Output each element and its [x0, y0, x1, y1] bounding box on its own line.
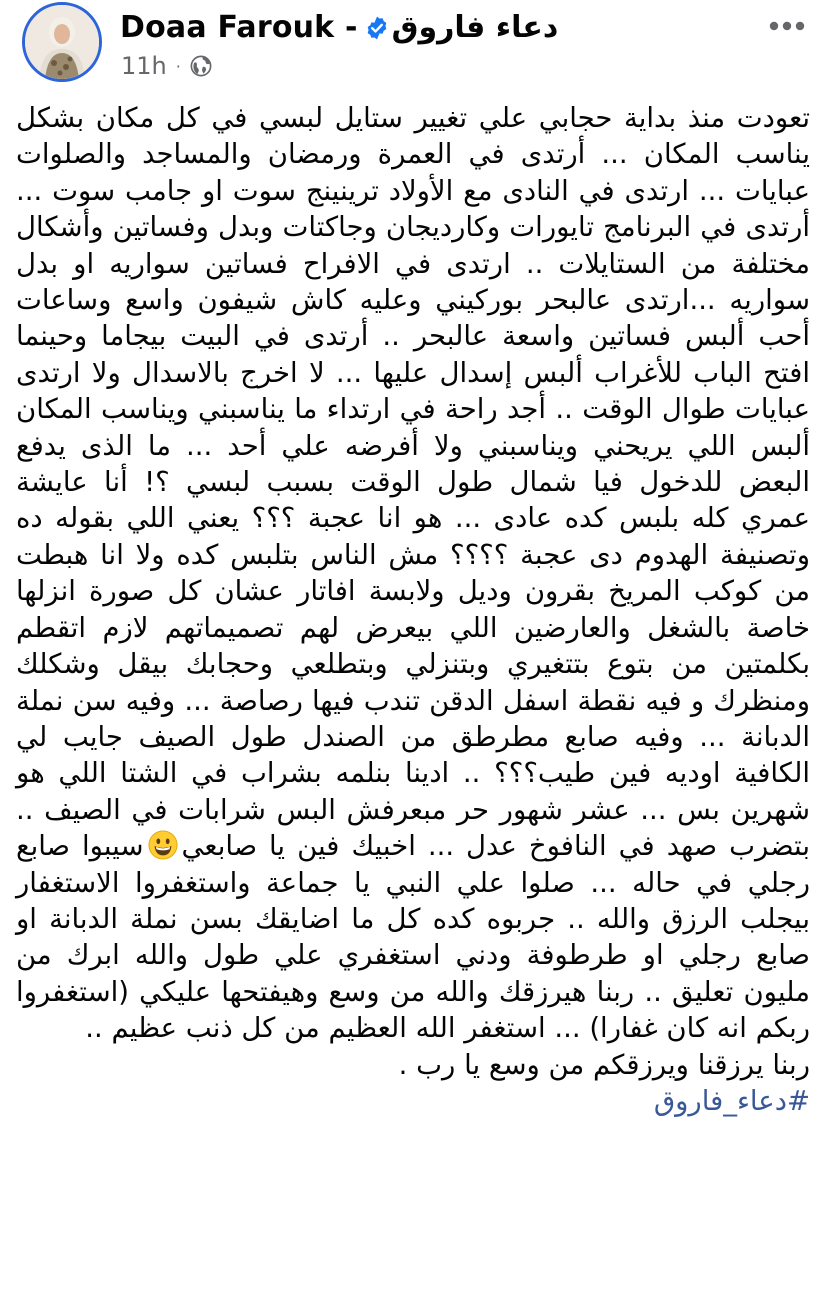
post-meta — [121, 52, 212, 80]
more-options-icon — [769, 21, 805, 31]
author-row — [120, 10, 558, 45]
grinning-face-emoji — [148, 830, 178, 860]
verified-badge-icon — [364, 15, 390, 41]
author-name[interactable]: Doaa Farouk - — [120, 10, 358, 45]
post-text-part2: سيبوا صابع رجلي في حاله ... صلوا علي النبي يا جماعة واستغفروا الاستغفار بيجلب الرزق والله .. جربوه كده كل ما اضايقك بسن نملة الدبانة او صابع رجلي او طرطوفة ودني استغفري علي طول والله ابرك من مليون تعليق .. ربنا هيرزقك والله من وسع وهيفتحها عليكي (استغفروا ربكم انه كان غفارا) ... استغفر الله العظيم من كل ذنب عظيم .. — [16, 830, 810, 1045]
post-header — [0, 0, 828, 90]
meta-separator: · — [175, 56, 181, 76]
post-timestamp[interactable]: 11h — [121, 52, 167, 80]
post-text-part1: تعودت منذ بداية حجابي علي تغيير ستايل لبسي في كل مكان بشكل يناسب المكان ... أرتدى في العمرة ورمضان والمساجد والصلوات عبايات ... ارتدى في النادى مع الأولاد ترينينج سوت او جامب سوت ... أرتدى في البرنامج تايورات وكارديجان وجاكتات وبدل وفساتين وأشكال مختلفة من الستايلات .. ارتدى في الافراح فساتين سواريه او بدل سواريه ...ارتدى عالبحر بوركيني وعليه كاش شيفون واسع وساعات أحب ألبس فساتين واسعة عالبحر .. أرتدى في البيت بيجاما وحينما افتح الباب للأغراب ألبس إسدال عليها ... لا اخرج بالاسدال ولا ارتدى عبايات طوال الوقت .. أجد راحة في ارتداء ما يناسبني ويناسب المكان ألبس اللي يريحني ويناسبني ولا أفرضه علي أحد ... ما الذى يدفع البعض للدخول فيا شمال طول الوقت بسبب لبسي ؟! أنا عايشة عمري كله بلبس كده عادى ... هو انا عجبة ؟؟؟ يعني اللي بقوله ده وتصنيفة الهدوم دى عجبة ؟؟؟؟ مش الناس بتلبس كده ولا انا هبطت من كوكب المريخ بقرون وديل ولابسة افاتار عشان كل صورة انزلها خاصة بالشغل والعارضين اللي بيعرض لهم تصميماتهم لازم اتقطم بكلمتين من بتوع بتتغيري وبتنزلي وبتطلعي وحجابك بيقل وشكلك ومنظرك و فيه نقطة اسفل الدقن تندب فيها رصاصة ... وفيه سن نملة الدبانة ... وفيه صابع مطرطق من الصندل طول الصيف جايب لي الكافية اوديه فين طيب؟؟؟ .. ادينا بنلمه بشراب في الشتا اللي هو شهرين بس ... عشر شهور حر مبعرفش البس شرابات في الصيف .. بتضرب صهد في النافوخ عدل ... اخبيك فين يا صابعي — [16, 102, 811, 863]
author-name-arabic[interactable]: دعاء فاروق — [391, 10, 559, 45]
post-paragraph-main — [16, 100, 810, 1047]
globe-icon[interactable] — [190, 55, 212, 77]
post-body — [16, 100, 810, 1119]
more-options-button[interactable] — [764, 6, 810, 46]
post-closing-line: ربنا يرزقنا ويرزقكم من وسع يا رب . — [398, 1048, 810, 1081]
author-avatar[interactable] — [22, 2, 102, 82]
hashtag-link[interactable]: #دعاء_فاروق — [653, 1084, 810, 1117]
